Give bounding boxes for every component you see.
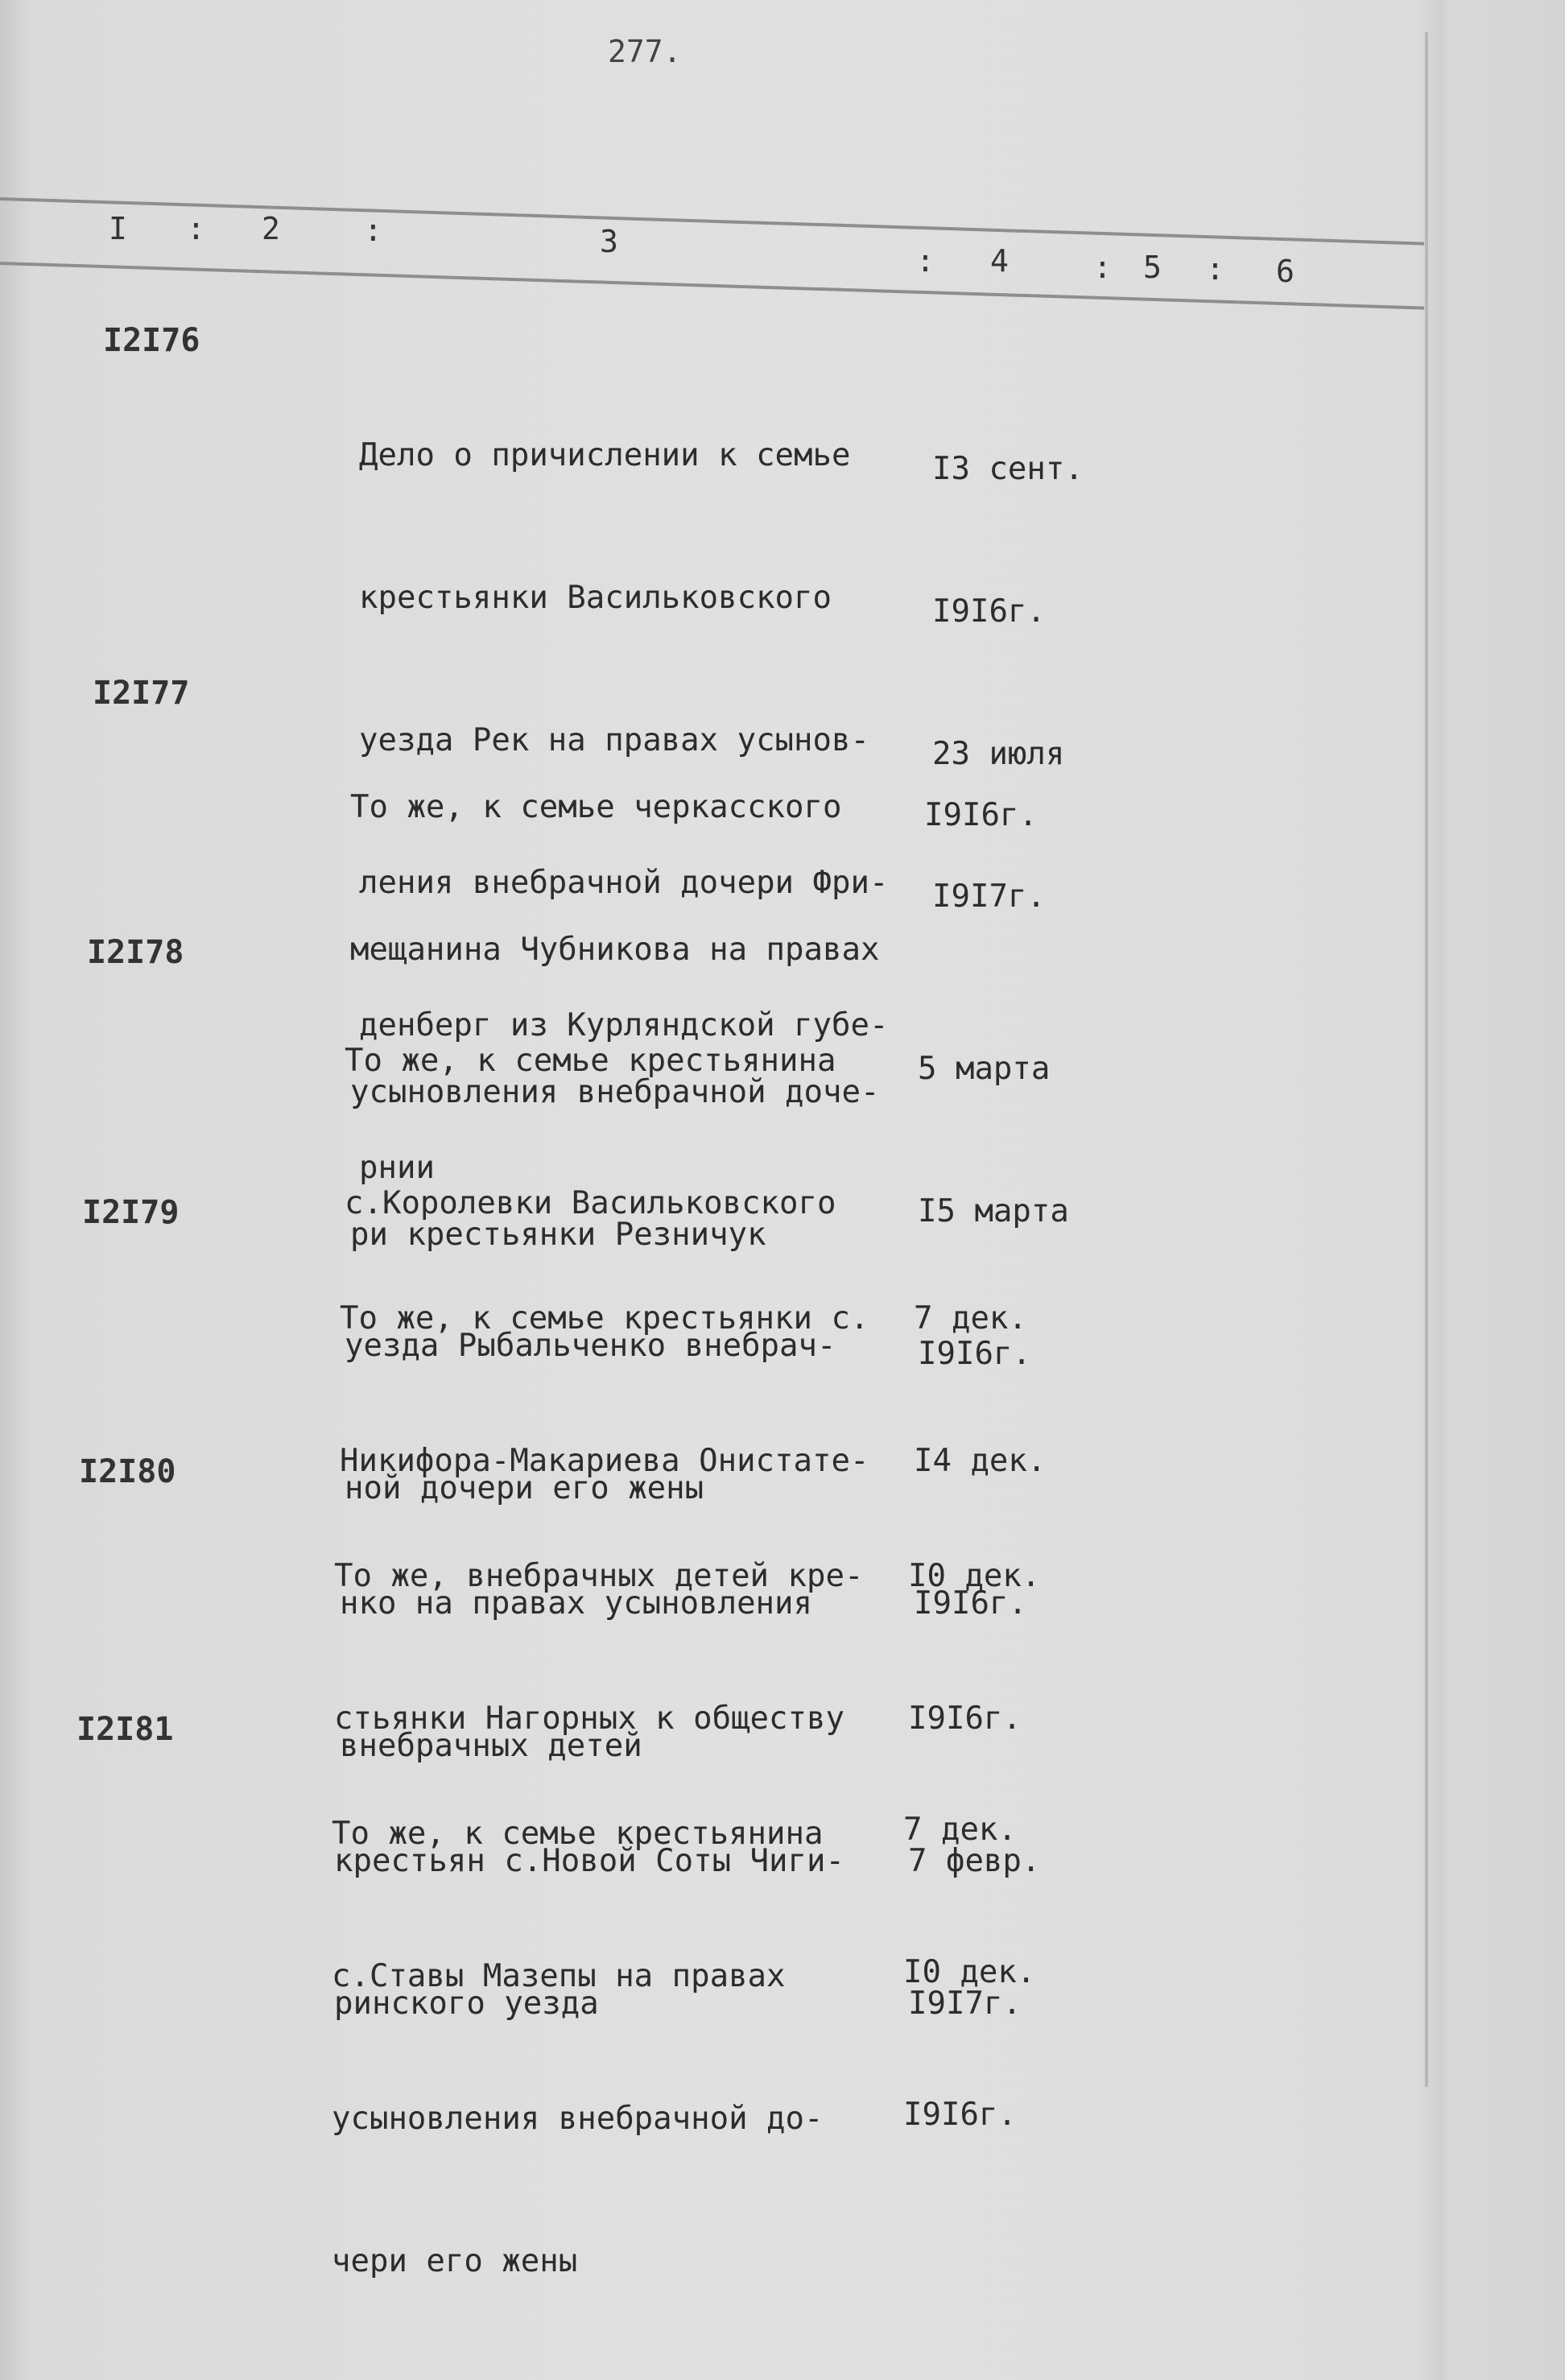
description-line: То же, внебрачных детей кре-	[334, 1558, 864, 1594]
description-line: чери его жены	[332, 2243, 578, 2279]
date-line: I9I7г.	[932, 878, 1046, 915]
entry-dates	[903, 1711, 1035, 2233]
date-line: I9I6г.	[903, 2097, 1017, 2133]
description-line: То же, к семье черкасского	[350, 789, 842, 825]
description-line: с.Королевки Васильковского	[345, 1185, 836, 1221]
description-line: нко на правах усыновления	[340, 1585, 812, 1622]
date-line: I9I7г.	[908, 1985, 1022, 2022]
entry-dates	[924, 696, 1038, 934]
description-line: ления внебрачной дочери Фри-	[359, 865, 889, 901]
date-line: I0 дек.	[908, 1558, 1041, 1594]
entry-number: I2I79	[82, 1194, 180, 1231]
header-top-rule	[0, 197, 1424, 246]
page-number: 277.	[608, 34, 682, 69]
page-edge	[1425, 32, 1428, 2087]
description-line: ной дочери его жены	[345, 1470, 704, 1506]
date-line: I4 дек.	[914, 1443, 1047, 1479]
description-line: денберг из Курляндской губе-	[359, 1007, 889, 1043]
entry-number: I2I78	[87, 934, 184, 971]
date-line: 7 дек.	[903, 1812, 1017, 1848]
date-line: I9I6г.	[924, 797, 1038, 833]
entry-number: I2I76	[103, 322, 200, 359]
description-line: То же, к семье крестьянина	[345, 1043, 836, 1079]
column-separator: :	[364, 213, 382, 248]
description-line: рнии	[359, 1150, 435, 1186]
date-line: I9I6г.	[908, 1700, 1022, 1737]
description-line: уезда Рек на правах усынов-	[359, 722, 869, 758]
column-header-6: 6	[1276, 254, 1295, 289]
entry-number: I2I77	[93, 675, 190, 712]
column-header-1: I	[109, 211, 127, 246]
description-line: Никифора-Макариева Онистате-	[340, 1443, 869, 1479]
description-line: внебрачных детей	[340, 1728, 642, 1764]
description-line: крестьян с.Новой Соты Чиги-	[334, 1843, 844, 1879]
description-line: усыновления внебрачной до-	[332, 2101, 824, 2137]
column-header-3: 3	[600, 224, 618, 259]
column-separator: :	[1206, 251, 1224, 287]
description-line: крестьянки Васильковского	[359, 580, 832, 616]
description-line: ринского уезда	[334, 1985, 599, 2022]
date-line: 5 марта	[918, 1051, 1051, 1087]
description-line: усыновления внебрачной доче-	[350, 1074, 880, 1110]
column-separator: :	[916, 243, 935, 279]
entry-number: I2I81	[76, 1711, 174, 1748]
description-line: ри крестьянки Резничук	[350, 1217, 766, 1253]
description-line: уезда Рыбальченко внебрач-	[345, 1328, 836, 1364]
entry-number: I2I80	[79, 1453, 176, 1490]
description-line: мещанина Чубникова на правах	[350, 932, 880, 968]
description-line: Дело о причислении к семье	[359, 437, 851, 473]
date-line: I5 марта	[918, 1193, 1069, 1229]
entry-description	[332, 1715, 823, 2380]
column-header-5: 5	[1143, 250, 1162, 285]
column-header-2: 2	[262, 211, 280, 246]
date-line: I3 сент.	[932, 451, 1084, 487]
date-line: I9I6г.	[914, 1585, 1027, 1622]
description-line: То же, к семье крестьянина	[332, 1816, 824, 1852]
description-line: стьянки Нагорных к обществу	[334, 1700, 844, 1737]
date-line: 7 февр.	[908, 1843, 1041, 1879]
description-line: с.Ставы Мазепы на правах	[332, 1958, 786, 1994]
column-separator: :	[1093, 250, 1112, 285]
date-line: 7 дек.	[914, 1300, 1027, 1337]
description-line: То же, к семье крестьянки с.	[340, 1300, 869, 1337]
date-line: 23 июля	[932, 736, 1065, 772]
date-line: I0 дек.	[903, 1954, 1036, 1990]
date-line: I9I6г.	[932, 593, 1046, 630]
column-header-4: 4	[990, 243, 1009, 279]
column-separator: :	[187, 211, 205, 246]
date-line: I9I6г.	[918, 1336, 1031, 1372]
